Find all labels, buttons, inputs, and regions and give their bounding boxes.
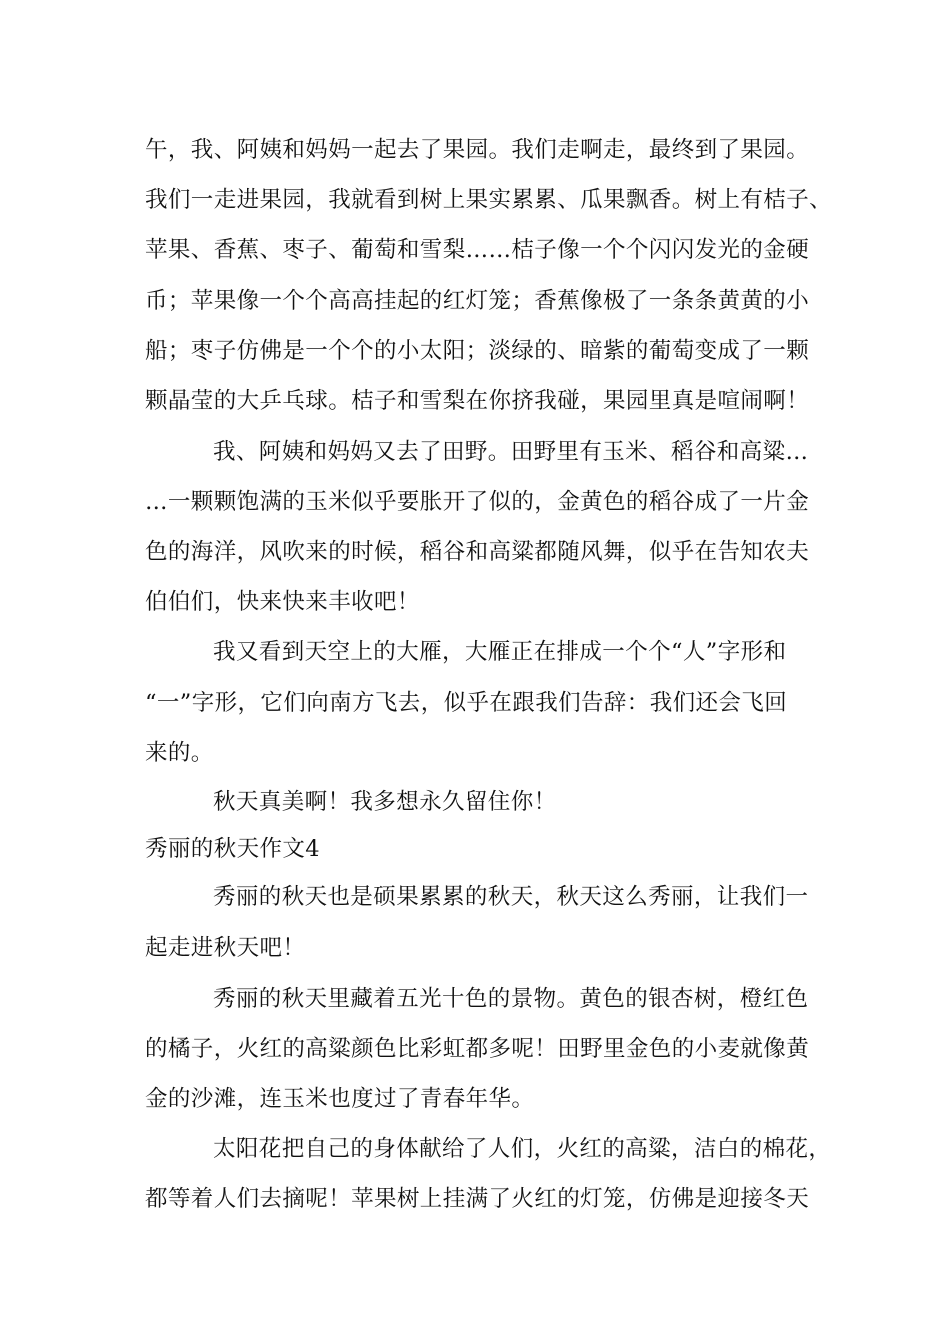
text-line: …一颗颗饱满的玉米似乎要胀开了似的，金黄色的稻谷成了一片金: [145, 489, 810, 515]
text-line: 秀丽的秋天里藏着五光十色的景物。黄色的银杏树，橙红色: [213, 986, 809, 1012]
text-line: “一”字形，它们向南方飞去，似乎在跟我们告辞：我们还会飞回: [145, 690, 788, 716]
text-line: 我、阿姨和妈妈又去了田野。田野里有玉米、稻谷和高粱…: [213, 439, 809, 465]
text-line: 起走进秋天吧！: [145, 935, 306, 961]
text-line: 我们一走进果园，我就看到树上果实累累、瓜果飘香。树上有桔子、: [145, 187, 833, 213]
text-line: 伯伯们，快来快来丰收吧！: [145, 589, 420, 615]
text-line: 币；苹果像一个个高高挂起的红灯笼；香蕉像极了一条条黄黄的小: [145, 288, 810, 314]
text-line: 午，我、阿姨和妈妈一起去了果园。我们走啊走，最终到了果园。: [145, 137, 810, 163]
text-line: 秀丽的秋天也是硕果累累的秋天，秋天这么秀丽，让我们一: [213, 884, 809, 910]
text-line: 苹果、香蕉、枣子、葡萄和雪梨……桔子像一个个闪闪发光的金硬: [145, 237, 810, 263]
text-line: 来的。: [145, 740, 214, 766]
text-line: 我又看到天空上的大雁，大雁正在排成一个个“人”字形和: [213, 639, 787, 665]
text-line: 秋天真美啊！我多想永久留住你！: [213, 789, 557, 815]
text-line: 色的海洋，风吹来的时候，稻谷和高粱都随风舞，似乎在告知农夫: [145, 539, 810, 565]
text-line: 都等着人们去摘呢！苹果树上挂满了火红的灯笼，仿佛是迎接冬天: [145, 1186, 810, 1212]
text-line: 船；枣子仿佛是一个个的小太阳；淡绿的、暗紫的葡萄变成了一颗: [145, 338, 810, 364]
text-line: 颗晶莹的大乒乓球。桔子和雪梨在你挤我碰，果园里真是喧闹啊！: [145, 388, 810, 414]
section-heading: 秀丽的秋天作文4: [145, 836, 321, 862]
text-line: 金的沙滩，连玉米也度过了青春年华。: [145, 1086, 535, 1112]
text-line: 的橘子，火红的高粱颜色比彩虹都多呢！田野里金色的小麦就像黄: [145, 1036, 810, 1062]
text-line: 太阳花把自己的身体献给了人们，火红的高粱，洁白的棉花，: [213, 1136, 832, 1162]
